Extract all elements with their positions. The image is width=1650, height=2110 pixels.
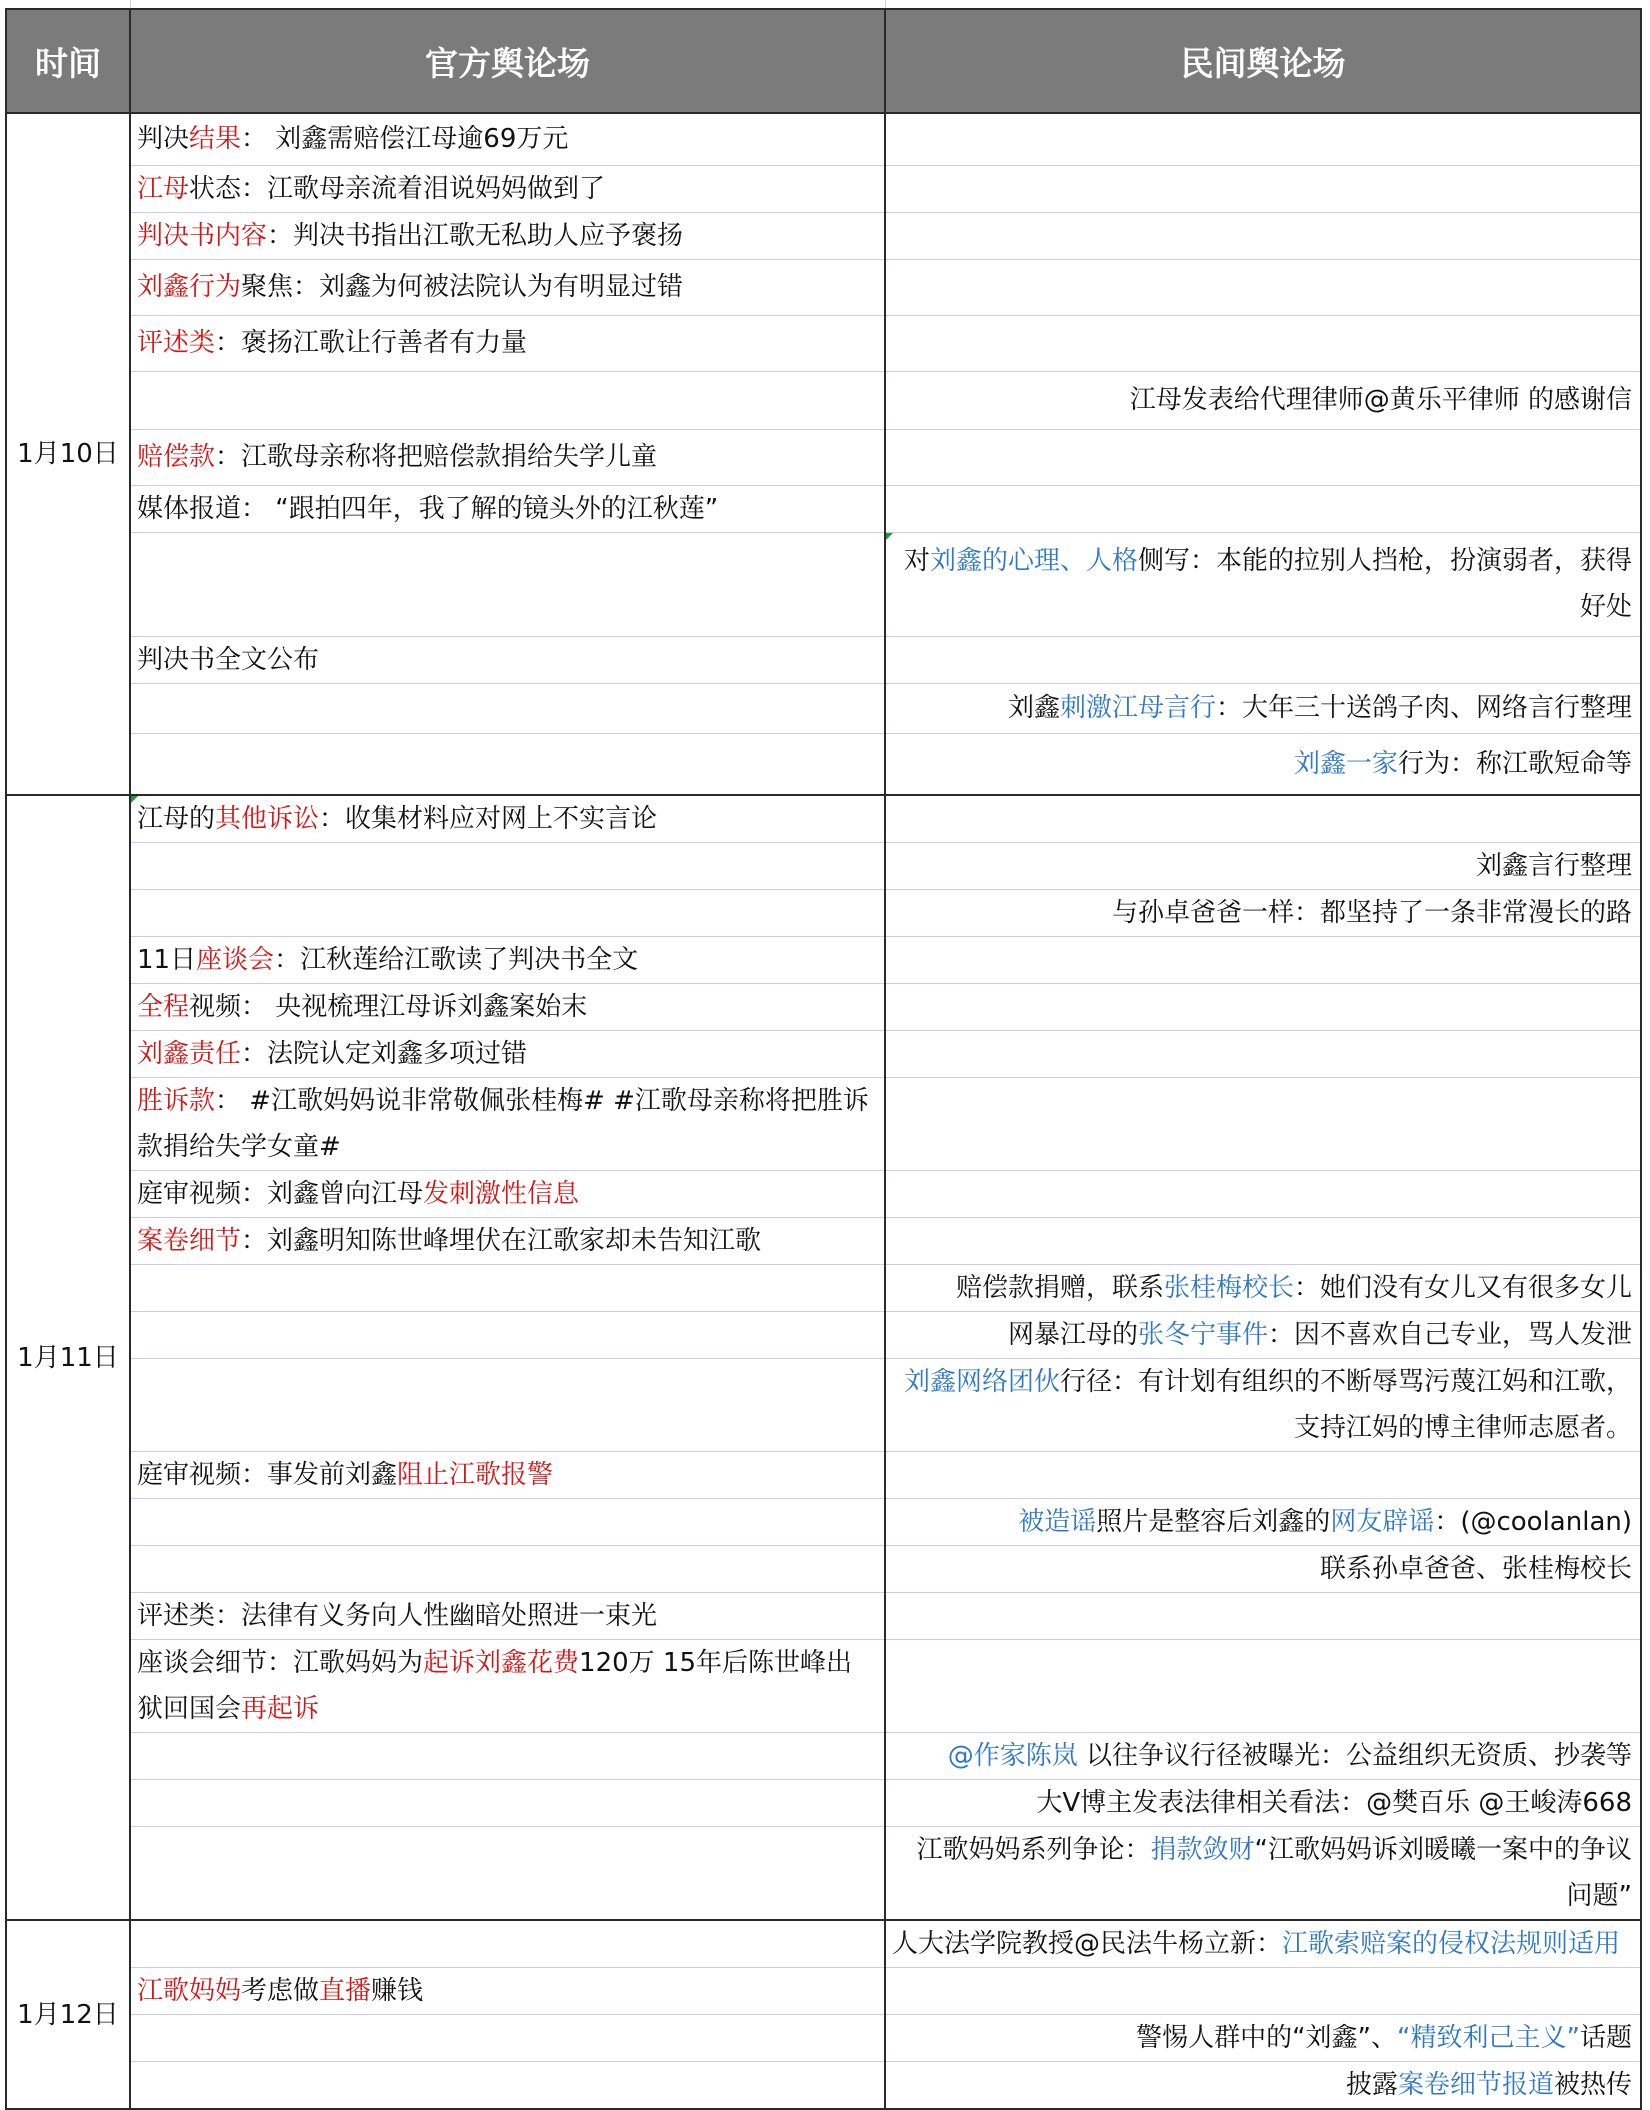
highlight-blue-text: @作家陈岚 — [947, 1741, 1078, 1771]
folk-cell[interactable] — [885, 890, 1641, 937]
highlight-red-text: 阻止江歌报警 — [397, 1460, 554, 1490]
cell-text: ：江歌母亲称将把赔偿款捐给失学儿童 — [215, 442, 658, 472]
timeline-table — [5, 8, 1642, 2110]
table-row — [6, 1218, 1641, 1265]
cell-text: 状态：江歌母亲流着泪说妈妈做到了 — [189, 173, 606, 204]
table-row — [6, 683, 1641, 733]
folk-cell[interactable] — [885, 1171, 1641, 1218]
cell-text: 话题 — [1579, 2023, 1632, 2053]
cell-text: 侧写：本能的拉别人挡枪，扮演弱者，获得好处 — [1137, 546, 1632, 622]
official-cell[interactable] — [130, 890, 885, 937]
official-cell[interactable] — [130, 485, 885, 532]
cell-text: ：(@coolanlan) — [1434, 1507, 1632, 1537]
table-row — [6, 165, 1641, 212]
table-row — [6, 371, 1641, 429]
cell-text: ：判决书指出江歌无私助人应予褒扬 — [267, 220, 684, 251]
folk-cell[interactable] — [885, 1265, 1641, 1312]
table-row — [6, 843, 1641, 890]
table-row — [6, 1593, 1641, 1640]
official-cell[interactable] — [130, 683, 885, 733]
highlight-blue-text: 刺激江母言行 — [1059, 693, 1216, 723]
header-official: 官方舆论场 — [130, 9, 885, 113]
cell-text: ：收集材料应对网上不实言论 — [319, 804, 658, 834]
table-row — [6, 315, 1641, 371]
folk-cell[interactable] — [885, 1920, 1641, 1968]
official-cell[interactable] — [130, 843, 885, 890]
cell-text: 赚钱 — [371, 1976, 424, 2006]
folk-cell[interactable] — [885, 2015, 1641, 2062]
official-cell[interactable] — [130, 795, 885, 843]
highlight-red-text: 赔偿款 — [137, 442, 216, 472]
folk-cell[interactable] — [885, 429, 1641, 485]
folk-cell[interactable] — [885, 1780, 1641, 1827]
official-cell[interactable] — [130, 165, 885, 212]
official-cell[interactable] — [130, 371, 885, 429]
cell-text: 赔偿款捐赠，联系 — [955, 1273, 1164, 1303]
folk-cell[interactable] — [885, 315, 1641, 371]
table-row — [6, 1733, 1641, 1780]
cell-text: 与孙卓爸爸一样：都坚持了一条非常漫长的路 — [1111, 898, 1632, 928]
highlight-red-text: 江歌妈妈 — [137, 1976, 242, 2006]
cell-text: 评述类：法律有义务向人性幽暗处照进一束光 — [137, 1601, 658, 1631]
highlight-red-text: 直播 — [319, 1976, 372, 2006]
table-row — [6, 1265, 1641, 1312]
official-cell[interactable] — [130, 429, 885, 485]
table-row — [6, 1640, 1641, 1733]
folk-cell[interactable] — [885, 1218, 1641, 1265]
folk-cell[interactable] — [885, 937, 1641, 984]
sheet-gridlines — [0, 0, 1650, 8]
cell-text: ：褒扬江歌让行善者有力量 — [215, 328, 528, 358]
date-cell: 1月11日 — [6, 795, 130, 1920]
table-row — [6, 2015, 1641, 2062]
cell-text: 被热传 — [1553, 2070, 1632, 2100]
highlight-blue-text: “精致利己主义” — [1397, 2023, 1580, 2053]
official-cell[interactable] — [130, 1499, 885, 1546]
highlight-red-text: 其他诉讼 — [215, 804, 320, 834]
highlight-blue-text: 江歌索赔案的侵权法规则适用 — [1282, 1929, 1621, 1959]
official-cell[interactable] — [130, 937, 885, 984]
cell-text: 江母的 — [137, 804, 216, 834]
folk-cell[interactable] — [885, 683, 1641, 733]
table-row — [6, 733, 1641, 795]
folk-cell[interactable] — [885, 1031, 1641, 1078]
official-cell[interactable] — [130, 2015, 885, 2062]
official-cell[interactable] — [130, 1031, 885, 1078]
table-row — [6, 532, 1641, 636]
cell-text: 行为：称江歌短命等 — [1397, 748, 1632, 779]
folk-cell[interactable] — [885, 1078, 1641, 1171]
table-row — [6, 1078, 1641, 1171]
date-cell: 1月10日 — [6, 113, 130, 795]
official-cell[interactable] — [130, 1733, 885, 1780]
official-cell[interactable] — [130, 1312, 885, 1359]
cell-text: 大V博主发表法律相关看法：@樊百乐 @王峻涛668 — [1036, 1788, 1632, 1818]
folk-cell[interactable] — [885, 371, 1641, 429]
table-row — [6, 485, 1641, 532]
table-row — [6, 1546, 1641, 1593]
folk-cell[interactable] — [885, 733, 1641, 795]
folk-cell[interactable] — [885, 1733, 1641, 1780]
official-cell[interactable] — [130, 1171, 885, 1218]
table-row — [6, 890, 1641, 937]
official-cell[interactable] — [130, 984, 885, 1031]
table-body — [6, 113, 1641, 2109]
official-cell[interactable] — [130, 259, 885, 315]
cell-text: 联系孙卓爸爸、张桂梅校长 — [1319, 1554, 1632, 1584]
folk-cell[interactable] — [885, 1312, 1641, 1359]
folk-cell[interactable] — [885, 795, 1641, 843]
folk-cell[interactable] — [885, 636, 1641, 683]
cell-text: 120万 15年后陈世峰出狱回国会 — [137, 1648, 853, 1724]
table-row — [6, 1031, 1641, 1078]
highlight-blue-text: 刘鑫网络团伙 — [903, 1367, 1060, 1397]
folk-cell[interactable] — [885, 532, 1641, 636]
cell-text: ：大年三十送鸽子肉、网络言行整理 — [1215, 693, 1632, 723]
highlight-blue-text: 刘鑫的心理、人格 — [929, 546, 1138, 576]
cell-text: ：法院认定刘鑫多项过错 — [241, 1039, 528, 1069]
official-cell[interactable] — [130, 1827, 885, 1921]
table-row — [6, 1827, 1641, 1921]
cell-text: ：因不喜欢自己专业，骂人发泄 — [1267, 1320, 1632, 1350]
cell-text: ：她们没有女儿又有很多女儿 — [1293, 1273, 1632, 1303]
cell-text: ：江秋莲给江歌读了判决书全文 — [274, 945, 639, 975]
table-row — [6, 1171, 1641, 1218]
table-row — [6, 1968, 1641, 2015]
highlight-blue-text: 网友辟谣 — [1330, 1507, 1435, 1537]
cell-text: 照片是整容后刘鑫的 — [1096, 1507, 1331, 1537]
cell-text: 判决 — [137, 124, 190, 155]
table-row — [6, 113, 1641, 165]
highlight-blue-text: 案卷细节报道 — [1397, 2070, 1554, 2100]
table-row — [6, 212, 1641, 259]
folk-cell[interactable] — [885, 1546, 1641, 1593]
official-cell[interactable] — [130, 113, 885, 165]
folk-cell[interactable] — [885, 485, 1641, 532]
cell-text: 网暴江母的 — [1007, 1320, 1138, 1350]
official-cell[interactable] — [130, 1078, 885, 1171]
highlight-red-text: 结果 — [189, 124, 242, 155]
table-row — [6, 795, 1641, 843]
folk-cell[interactable] — [885, 2062, 1641, 2110]
highlight-red-text: 再起诉 — [241, 1694, 320, 1724]
folk-cell[interactable] — [885, 259, 1641, 315]
cell-text: 披露 — [1345, 2070, 1398, 2100]
folk-cell[interactable] — [885, 1968, 1641, 2015]
cell-text: 聚焦：刘鑫为何被法院认为有明显过错 — [241, 272, 684, 302]
table-row — [6, 259, 1641, 315]
folk-cell[interactable] — [885, 1499, 1641, 1546]
table-row — [6, 1780, 1641, 1827]
official-cell[interactable] — [130, 733, 885, 795]
cell-text: 以往争议行径被曝光：公益组织无资质、抄袭等 — [1077, 1741, 1632, 1771]
folk-cell[interactable] — [885, 1640, 1641, 1733]
official-cell[interactable] — [130, 315, 885, 371]
official-cell[interactable] — [130, 1593, 885, 1640]
folk-cell[interactable] — [885, 984, 1641, 1031]
official-cell[interactable] — [130, 1359, 885, 1452]
official-cell[interactable] — [130, 1452, 885, 1499]
official-cell[interactable] — [130, 2062, 885, 2110]
table-row — [6, 984, 1641, 1031]
official-cell[interactable] — [130, 1968, 885, 2015]
cell-text: 考虑做 — [241, 1976, 320, 2006]
folk-cell[interactable] — [885, 165, 1641, 212]
cell-text: 座谈会细节：江歌妈妈为 — [137, 1648, 424, 1678]
date-cell: 1月12日 — [6, 1920, 130, 2109]
official-cell[interactable] — [130, 1265, 885, 1312]
cell-text: 庭审视频：事发前刘鑫 — [137, 1460, 398, 1490]
cell-text: 庭审视频：刘鑫曾向江母 — [137, 1179, 424, 1209]
highlight-red-text: 评述类 — [137, 328, 216, 358]
table-row — [6, 1452, 1641, 1499]
cell-text: 刘鑫言行整理 — [1475, 851, 1632, 881]
official-cell[interactable] — [130, 636, 885, 683]
table-row — [6, 2062, 1641, 2110]
highlight-red-text: 刘鑫行为 — [137, 272, 242, 302]
table-row — [6, 1499, 1641, 1546]
highlight-red-text: 座谈会 — [196, 945, 275, 975]
table-row — [6, 1312, 1641, 1359]
official-cell[interactable] — [130, 1640, 885, 1733]
table-row — [6, 636, 1641, 683]
table-row — [6, 1359, 1641, 1452]
highlight-red-text: 江母 — [137, 173, 190, 204]
official-cell[interactable] — [130, 1920, 885, 1968]
official-cell[interactable] — [130, 1546, 885, 1593]
cell-text: 11日 — [137, 945, 197, 975]
cell-text: 对 — [903, 546, 930, 576]
highlight-blue-text: 捐款敛财 — [1150, 1835, 1255, 1865]
header-folk: 民间舆论场 — [885, 9, 1641, 113]
cell-text: 判决书全文公布 — [137, 644, 320, 675]
cell-text: 江歌妈妈系列争论： — [916, 1835, 1151, 1865]
folk-cell[interactable] — [885, 1359, 1641, 1452]
official-cell[interactable] — [130, 1218, 885, 1265]
folk-cell[interactable] — [885, 113, 1641, 165]
highlight-blue-text: 被造谣 — [1018, 1507, 1097, 1537]
highlight-red-text: 全程 — [137, 992, 190, 1022]
cell-text: 行径：有计划有组织的不断辱骂污蔑江妈和江歌，支持江妈的博主律师志愿者。 — [1059, 1367, 1632, 1443]
cell-text: 媒体报道： “跟拍四年，我了解的镜头外的江秋莲” — [137, 493, 719, 524]
folk-cell[interactable] — [885, 1593, 1641, 1640]
cell-text: “江歌妈妈诉刘暖曦一案中的争议问题” — [1254, 1835, 1632, 1911]
highlight-blue-text: 刘鑫一家 — [1293, 748, 1398, 779]
highlight-blue-text: 张桂梅校长 — [1163, 1273, 1294, 1303]
highlight-red-text: 刘鑫责任 — [137, 1039, 242, 1069]
highlight-red-text: 案卷细节 — [137, 1226, 242, 1256]
folk-cell[interactable] — [885, 212, 1641, 259]
table-row — [6, 937, 1641, 984]
highlight-red-text: 判决书内容 — [137, 220, 268, 251]
cell-text: 江母发表给代理律师@黄乐平律师 的感谢信 — [1129, 385, 1632, 415]
official-cell[interactable] — [130, 532, 885, 636]
table-row — [6, 1920, 1641, 1968]
highlight-red-text: 发刺激性信息 — [423, 1179, 580, 1209]
cell-text: ： 刘鑫需赔偿江母逾69万元 — [241, 124, 569, 155]
cell-text: 人大法学院教授@民法牛杨立新： — [892, 1929, 1283, 1959]
official-cell[interactable] — [130, 1780, 885, 1827]
cell-text: ：刘鑫明知陈世峰埋伏在江歌家却未告知江歌 — [241, 1226, 762, 1256]
table-row — [6, 429, 1641, 485]
highlight-red-text: 胜诉款 — [137, 1086, 216, 1116]
header-time: 时间 — [6, 9, 130, 113]
official-cell[interactable] — [130, 212, 885, 259]
header-row — [6, 9, 1641, 113]
highlight-blue-text: 张冬宁事件 — [1137, 1320, 1268, 1350]
cell-text: ： #江歌妈妈说非常敬佩张桂梅# #江歌母亲称将把胜诉款捐给失学女童# — [137, 1086, 869, 1162]
highlight-red-text: 起诉刘鑫花费 — [423, 1648, 580, 1678]
cell-text: 警惕人群中的“刘鑫”、 — [1136, 2023, 1398, 2053]
folk-cell[interactable] — [885, 1452, 1641, 1499]
cell-text: 视频： 央视梳理江母诉刘鑫案始末 — [189, 992, 588, 1022]
cell-text: 刘鑫 — [1007, 693, 1060, 723]
folk-cell[interactable] — [885, 1827, 1641, 1921]
folk-cell[interactable] — [885, 843, 1641, 890]
